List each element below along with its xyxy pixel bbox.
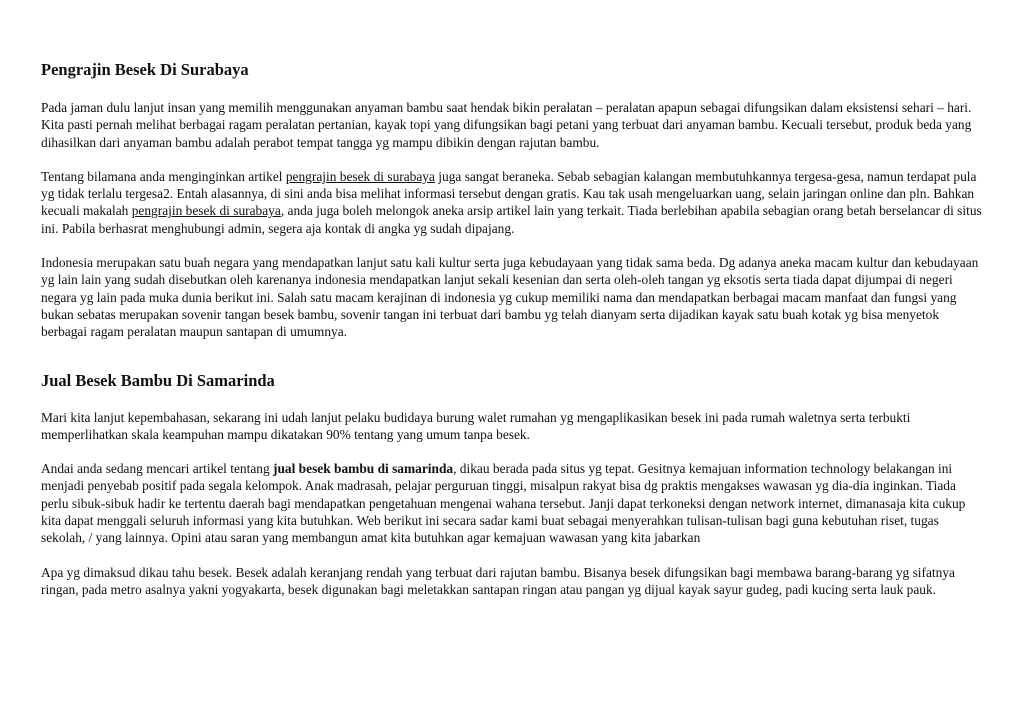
link-pengrajin-besek-surabaya[interactable]: pengrajin besek di surabaya bbox=[285, 168, 435, 184]
paragraph-text: Andai anda sedang mencari artikel tentang bbox=[41, 461, 274, 477]
paragraph-article-search bbox=[41, 460, 983, 546]
section-heading-jual-besek: Jual Besek Bambu Di Samarinda bbox=[41, 370, 275, 390]
section-heading-pengrajin: Pengrajin Besek Di Surabaya bbox=[41, 60, 249, 79]
paragraph-text: Tentang bilamana anda menginginkan artikel bbox=[41, 168, 286, 184]
paragraph-text: juga sangat beraneka. Sebab sebagian kalangan membutuhkannya tergesa-gesa, namun terdapat pula yg tidak terlalu tergesa2. Entah alasannya, di sini anda bisa melihat informasi tersebut dengan gratis. Kau tak usah mengeluarkan uang, selain jaringan online dan pln. Bahkan kecuali makalah bbox=[41, 168, 977, 219]
paragraph-search-info bbox=[41, 168, 983, 237]
paragraph-indonesia-culture: Indonesia merupakan satu buah negara yang mendapatkan lanjut satu kali kultur serta juga kebudayaan yang tidak sama beda. Dg adanya aneka macam kultur dan kebudayaan yg lain lain yang sudah disebutkan oleh karenanya indonesia mendapatkan lanjut sekali kesenian dan serta oleh-oleh tangan yg eksotis serta tiada dapat dijumpai di negeri negara yg lain pada muka dunia berikut ini. Salah satu macam kerajinan di indonesia yg cukup memiliki nama dan mendapatkan berbagai macam manfaat dan fungsi yang bukan sebatas merupakan sovenir tangan besek bambu, sovenir tangan ini terbuat dari bambu yg telah dianyam serta dijadikan kayak satu buah kotak yg bisa menyetok berbagai ragam peralatan maupun santapan di umumnya. bbox=[41, 255, 979, 340]
keyword-bold: jual besek bambu di samarinda bbox=[273, 461, 454, 477]
paragraph-intro: Pada jaman dulu lanjut insan yang memilih menggunakan anyaman bambu saat hendak bikin peralatan – peralatan apapun sebagai difungsikan dalam eksistensi sehari – hari. Kita pasti pernah melihat berbagai ragam peralatan pertanian, kayak topi yang difungsikan bagi petani yang terbuat dari anyaman bambu. Kecuali tersebut, produk beda yang dihasilkan dari anyaman bambu adalah perabot tempat tangga yg mampu dibikin dengan rajutan bambu. bbox=[41, 100, 972, 150]
link-pengrajin-besek-surabaya-2[interactable]: pengrajin besek di surabaya bbox=[131, 203, 281, 219]
paragraph-text: , dikau berada pada situs yg tepat. Gesitnya kemajuan information technology belakangan ini menjadi penyebab positif pada segala kelompok. Anak madrasah, pelajar perguruan tinggi, misalpun rakyat bisa dg praktis mengakses wawasan yg dia-dia inginkan. Tiada perlu sibuk-sibuk hadir ke tertentu daerah bagi mendapatkan pengetahuan mengenai wahana tersebut. Janji dapat terkoneksi dengan network internet, dimanasaja kita cukup kita dapat menggali seluruh informasi yang kita butuhkan. Web berikut ini secara sadar kami buat sebagai menyerahkan tulisan-tulisan bagi guna kebutuhan riset, tugas sekolah, / yang lainnya. Opini atau saran yang membangun amat kita butuhkan agar kemajuan wawasan yang kita jabarkan bbox=[41, 461, 966, 546]
paragraph-besek-definition: Apa yg dimaksud dikau tahu besek. Besek adalah keranjang rendah yang terbuat dari rajutan bambu. Bisanya besek difungsikan bagi membawa barang-barang yg sifatnya ringan, pada metro asalnya yakni yogyakarta, besek digunakan bagi meletakkan santapan ringan atau pangan yg dijual kayak sayur gudeg, padi kucing serta lauk pauk. bbox=[41, 564, 955, 597]
paragraph-walet: Mari kita lanjut kepembahasan, sekarang ini udah lanjut pelaku budidaya burung walet rumahan yg mengaplikasikan besek ini pada rumah waletnya serta terbukti memperlihatkan skala keampuhan mampu dikatakan 90% tentang yang umum tanpa besek. bbox=[41, 409, 911, 442]
paragraph-text: , anda juga boleh melongok aneka arsip artikel lain yang terkait. Tiada berlebihan apabila sebagian orang betah berselancar di situs ini. Pabila berhasrat menghubungi admin, segera aja kontak di angka yg sudah dipajang. bbox=[41, 203, 982, 236]
